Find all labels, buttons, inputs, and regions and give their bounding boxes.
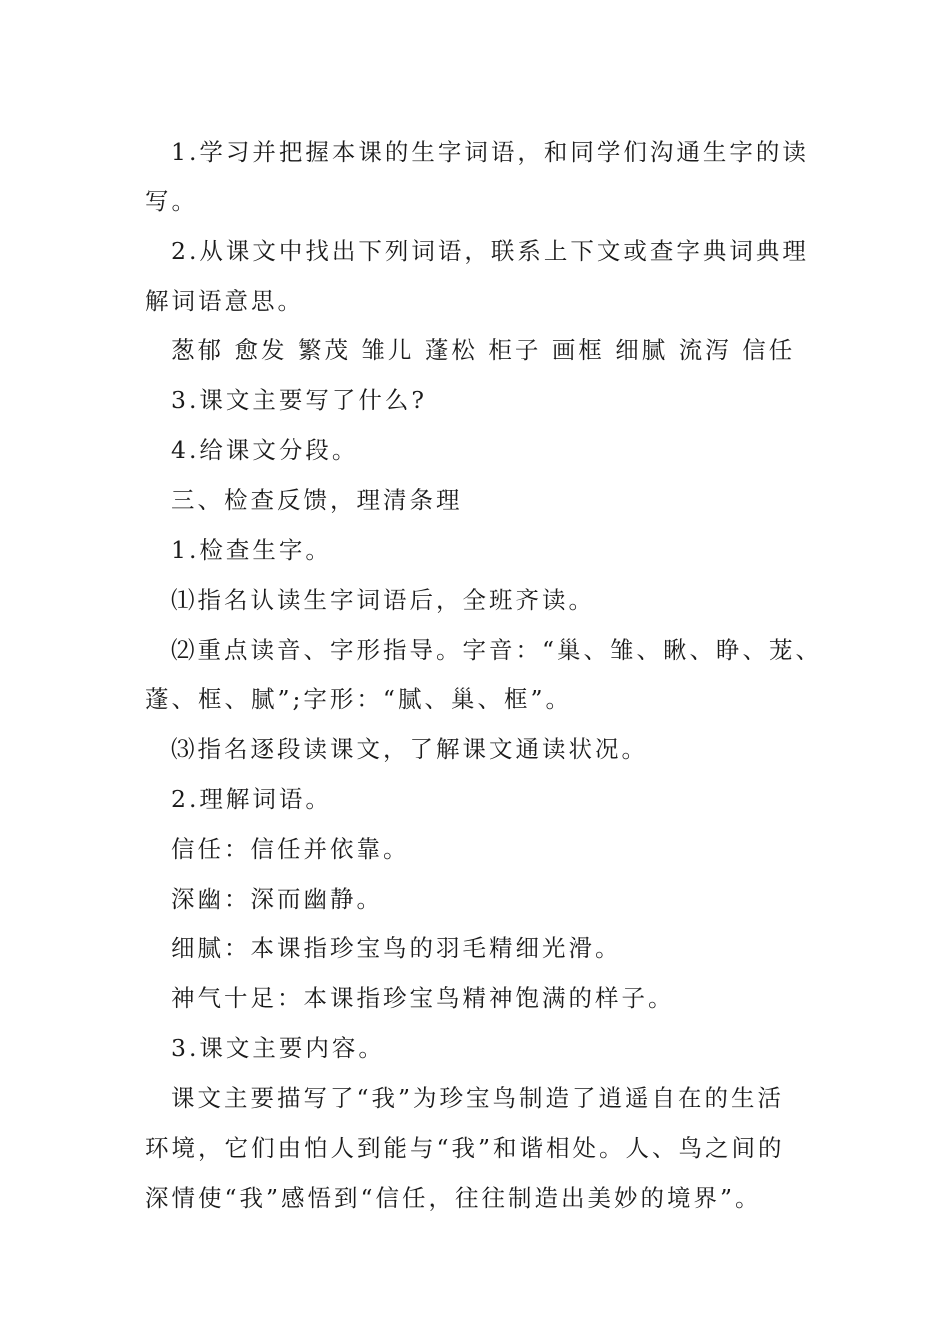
paragraph-line: 3.课文主要写了什么? [171, 386, 428, 414]
paragraph-line: 蓬、框、腻”;字形：“腻、巢、框”。 [145, 685, 572, 713]
paragraph-line: 1.学习并把握本课的生字词语，和同学们沟通生字的读 [171, 138, 809, 166]
definition-line: 信任：信任并依靠。 [171, 835, 410, 863]
paragraph-line: 2.理解词语。 [171, 785, 332, 813]
paragraph-line: 2.从课文中找出下列词语，联系上下文或查字典词典理 [171, 237, 809, 265]
paragraph-line: 解词语意思。 [145, 287, 304, 315]
definition-line: 神气十足：本课指珍宝鸟精神饱满的样子。 [171, 984, 675, 1012]
paragraph-line: 4.给课文分段。 [171, 436, 359, 464]
paragraph-line: ⑶指名逐段读课文，了解课文通读状况。 [171, 735, 648, 763]
paragraph-line: 3.课文主要内容。 [171, 1034, 385, 1062]
paragraph-line: ⑴指名认读生字词语后，全班齐读。 [171, 586, 595, 614]
section-heading: 三、检查反馈，理清条理 [171, 486, 463, 514]
paragraph-line: 1.检查生字。 [171, 536, 332, 564]
paragraph-line: 写。 [145, 187, 198, 215]
paragraph-line: 课文主要描写了“我”为珍宝鸟制造了逍遥自在的生活 [171, 1084, 785, 1112]
paragraph-line: 环境，它们由怕人到能与“我”和谐相处。人、鸟之间的 [145, 1134, 785, 1162]
vocabulary-line: 葱郁 愈发 繁茂 雏儿 蓬松 柜子 画框 细腻 流泻 信任 [171, 336, 796, 364]
definition-line: 细腻：本课指珍宝鸟的羽毛精细光滑。 [171, 934, 622, 962]
paragraph-line: ⑵重点读音、字形指导。字音：“巢、雏、瞅、睁、茏、 [171, 636, 823, 664]
paragraph-line: 深情使“我”感悟到“信任，往往制造出美妙的境界”。 [145, 1184, 762, 1212]
definition-line: 深幽：深而幽静。 [171, 885, 383, 913]
